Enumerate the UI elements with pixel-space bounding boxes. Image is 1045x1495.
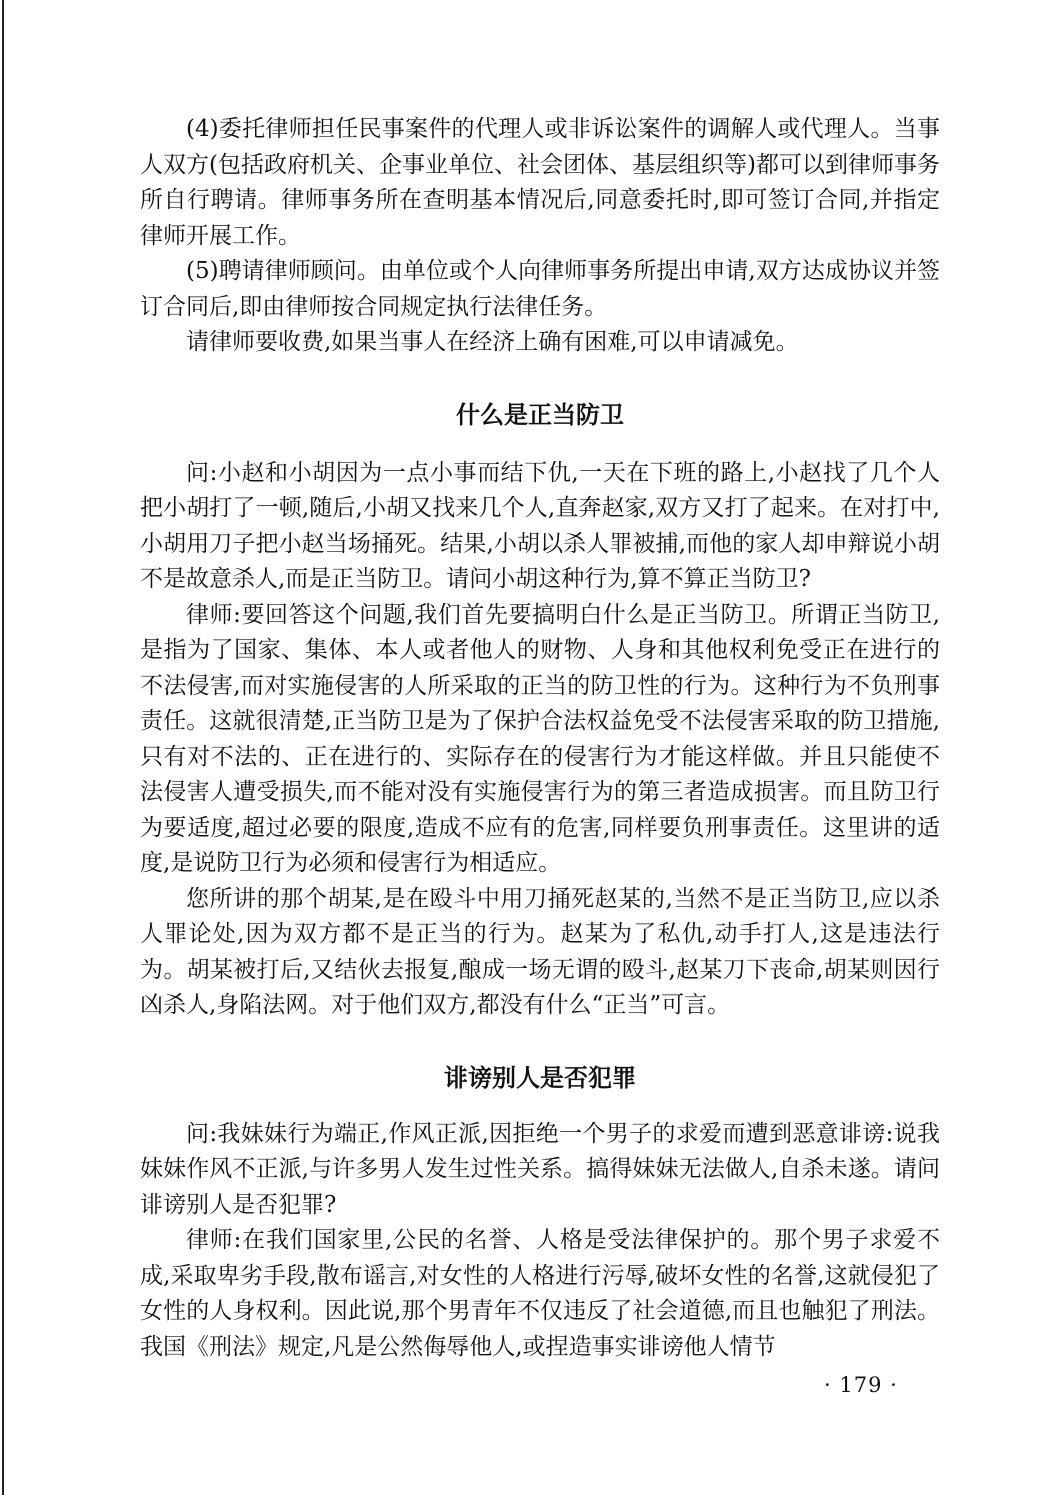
section-title-self-defense: 什么是正当防卫 <box>456 400 624 429</box>
intro-paragraph-4: (4)委托律师担任民事案件的代理人或非诉讼案件的调解人或代理人。当事人双方(包括政府机关、企事业单位、社会团体、基层组织等)都可以到律师事务所自行聘请。律师事务所在查明基本情况后,同意委托时,即可签订合同,并指定律师开展工作。 <box>140 116 940 249</box>
defamation-answer: 律师:在我们国家里,公民的名誉、人格是受法律保护的。那个男子求爱不成,采取卑劣手段,散布谣言,对女性的人格进行污辱,破坏女性的名誉,这就侵犯了女性的人身权利。因此说,那个男青年不仅违反了社会道德,而且也触犯了刑法。我国《刑法》规定,凡是公然侮辱他人,或捏造事实诽谤他人情节 <box>140 1227 940 1360</box>
intro-paragraph-5: (5)聘请律师顾问。由单位或个人向律师事务所提出申请,双方达成协议并签订合同后,即由律师按合同规定执行法律任务。 <box>140 258 940 320</box>
scan-edge-line <box>2 0 4 1495</box>
self-defense-question: 问:小赵和小胡因为一点小事而结下仇,一天在下班的路上,小赵找了几个人把小胡打了一顿,随后,小胡又找来几个人,直奔赵家,双方又打了起来。在对打中,小胡用刀子把小赵当场捅死。结果,小胡以杀人罪被捕,而他的家人却申辩说小胡不是故意杀人,而是正当防卫。请问小胡这种行为,算不算正当防卫? <box>140 459 940 592</box>
book-page <box>140 112 940 1365</box>
section-title-defamation: 诽谤别人是否犯罪 <box>444 1063 636 1092</box>
self-defense-answer: 律师:要回答这个问题,我们首先要搞明白什么是正当防卫。所谓正当防卫,是指为了国家、集体、本人或者他人的财物、人身和其他权利免受正在进行的不法侵害,而对实施侵害的人所采取的正当的防卫性的行为。这种行为不负刑事责任。这就很清楚,正当防卫是为了保护合法权益免受不法侵害采取的防卫措施,只有对不法的、正在进行的、实际存在的侵害行为才能这样做。并且只能使不法侵害人遭受损失,而不能对没有实施侵害行为的第三者造成损害。而且防卫行为要适度,超过必要的限度,造成不应有的危害,同样要负刑事责任。这里讲的适度,是说防卫行为必须和侵害行为相适应。 <box>140 601 940 876</box>
defamation-question: 问:我妹妹行为端正,作风正派,因拒绝一个男子的求爱而遭到恶意诽谤:说我妹妹作风不正派,与许多男人发生过性关系。搞得妹妹无法做人,自杀未遂。请问诽谤别人是否犯罪? <box>140 1120 940 1218</box>
page-number: · 179 · <box>824 1373 898 1397</box>
intro-paragraph-fees: 请律师要收费,如果当事人在经济上确有困难,可以申请减免。 <box>186 329 799 355</box>
self-defense-conclusion: 您所讲的那个胡某,是在殴斗中用刀捅死赵某的,当然不是正当防卫,应以杀人罪论处,因为双方都不是正当的行为。赵某为了私仇,动手打人,这是违法行为。胡某被打后,又结伙去报复,酿成一场无谓的殴斗,赵某刀下丧命,胡某则因行凶杀人,身陷法网。对于他们双方,都没有什么“正当”可言。 <box>140 885 940 1018</box>
